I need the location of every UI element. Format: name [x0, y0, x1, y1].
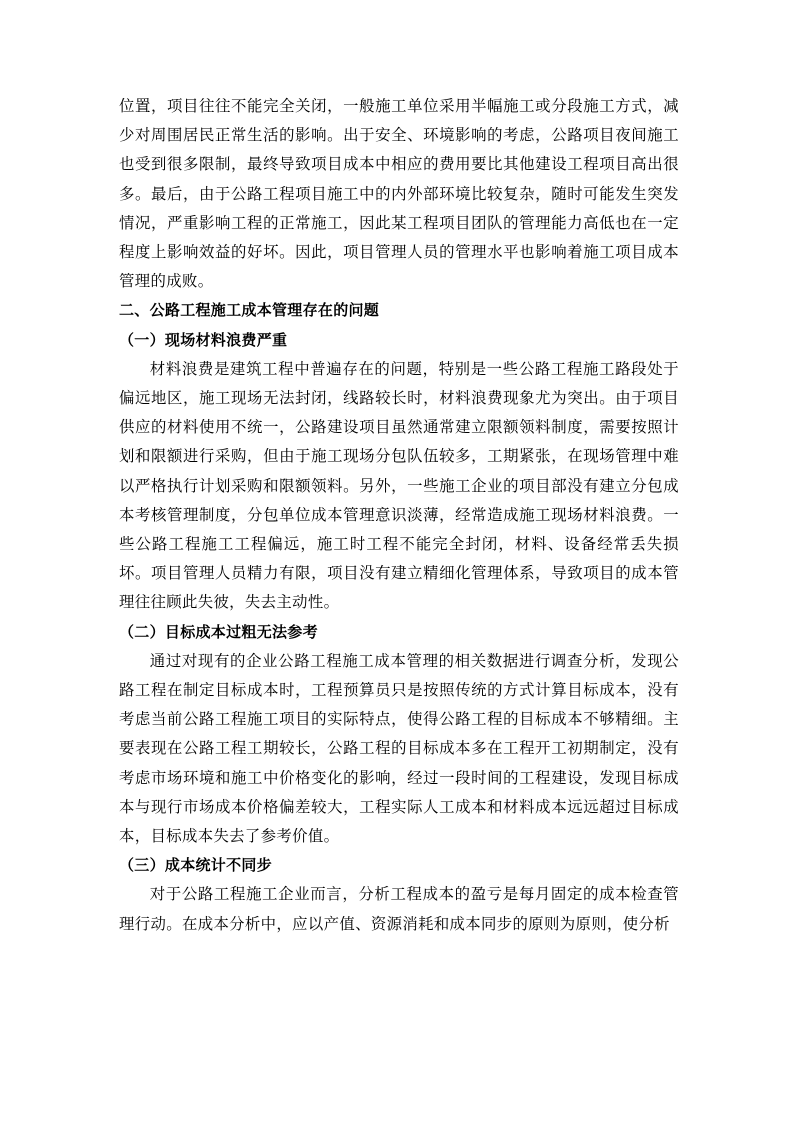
paragraph-cost-statistics: 对于公路工程施工企业而言，分析工程成本的盈亏是每月固定的成本检查管理行动。在成本分析中，应以产值、资源消耗和成本同步的原则为原则，使分析 [119, 885, 679, 933]
paragraph-intro: 位置，项目往往不能完全关闭，一般施工单位采用半幅施工或分段施工方式，减少对周围居民正常生活的影响。出于安全、环境影响的考虑，公路项目夜间施工也受到很多限制，最终导致项目成本中相应的费用要比其他建设工程项目高出很多。最后，由于公路工程项目施工中的内外部环境比较复杂，随时可能发生突发情况，严重影响工程的正常施工，因此某工程项目团队的管理能力高低也在一定程度上影响效益的好坏。因此，项目管理人员的管理水平也影响着施工项目成本管理的成败。 [119, 97, 679, 291]
subsection-heading-3: （三）成本统计不同步 [119, 856, 273, 875]
paragraph-material-waste: 材料浪费是建筑工程中普遍存在的问题，特别是一些公路工程施工路段处于偏远地区，施工现场无法封闭，线路较长时，材料浪费现象尤为突出。由于项目供应的材料使用不统一，公路建设项目虽然通常建立限额领料制度，需要按照计划和限额进行采购，但由于施工现场分包队伍较多，工期紧张，在现场管理中难以严格执行计划采购和限额领料。另外，一些施工企业的项目部没有建立分包成本考核管理制度，分包单位成本管理意识淡薄，经常造成施工现场材料浪费。一些公路工程施工工程偏远，施工时工程不能完全封闭，材料、设备经常丢失损坏。项目管理人员精力有限，项目没有建立精细化管理体系，导致项目的成本管理往往顾此失彼，失去主动性。 [119, 359, 679, 612]
document-page [119, 92, 679, 939]
subsection-heading-1: （一）现场材料浪费严重 [119, 330, 288, 349]
paragraph-target-cost: 通过对现有的企业公路工程施工成本管理的相关数据进行调查分析，发现公路工程在制定目标成本时，工程预算员只是按照传统的方式计算目标成本，没有考虑当前公路工程施工项目的实际特点，使得公路工程的目标成本不够精细。主要表现在公路工程工期较长，公路工程的目标成本多在工程开工初期制定，没有考虑市场环境和施工中价格变化的影响，经过一段时间的工程建设，发现目标成本与现行市场成本价格偏差较大，工程实际人工成本和材料成本远远超过目标成本，目标成本失去了参考价值。 [119, 651, 679, 846]
section-heading-2: 二、公路工程施工成本管理存在的问题 [119, 301, 380, 320]
subsection-heading-2: （二）目标成本过粗无法参考 [119, 622, 318, 641]
